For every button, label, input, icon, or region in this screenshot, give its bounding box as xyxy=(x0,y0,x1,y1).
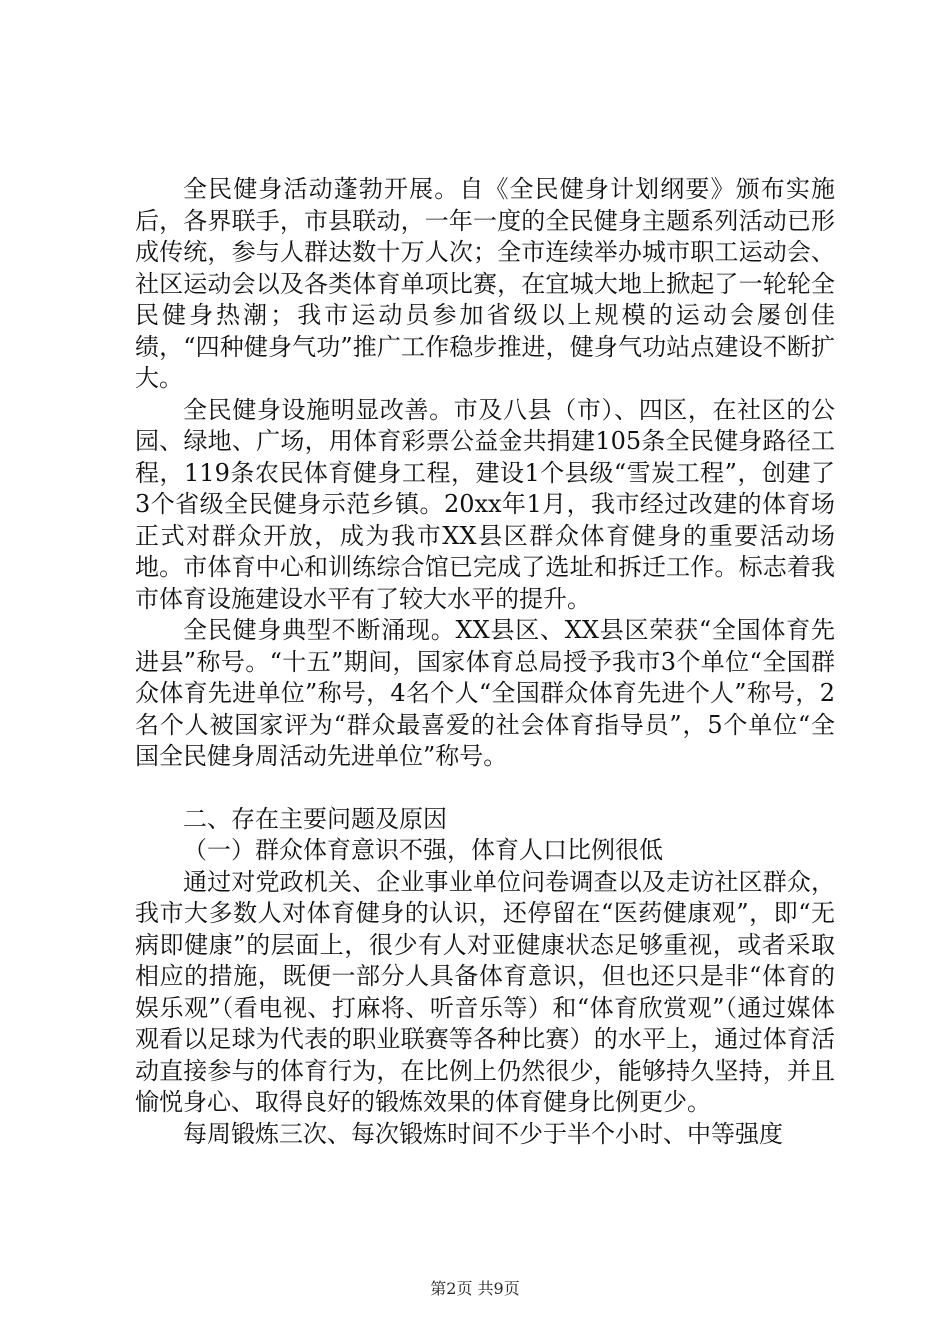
paragraph-fitness-facilities: 全民健身设施明显改善。市及八县（市）、四区，在社区的公园、绿地、广场，用体育彩票公益金共捐建105条全民健身路径工程，119条农民体育健身工程，建设1个县级“雪炭工程”，创建了3个省级全民健身示范乡镇。20xx年1月，我市经过改建的体育场正式对群众开放，成为我市XX县区群众体育健身的重要活动场地。市体育中心和训练综合馆已完成了选址和拆迁工作。标志着我市体育设施建设水平有了较大水平的提升。 xyxy=(135,395,835,613)
paragraph-fitness-activities: 全民健身活动蓬勃开展。自《全民健身计划纲要》颁布实施后，各界联手，市县联动，一年一度的全民健身主题系列活动已形成传统，参与人群达数十万人次；全市连续举办城市职工运动会、社区运动会以及各类体育单项比赛，在宜城大地上掀起了一轮轮全民健身热潮；我市运动员参加省级以上规模的运动会屡创佳绩，“四种健身气功”推广工作稳步推进，健身气功站点建设不断扩大。 xyxy=(135,175,835,392)
page-footer: 第2页 共9页 xyxy=(430,1279,520,1298)
paragraph-fitness-models: 全民健身典型不断涌现。XX县区、XX县区荣获“全国体育先进县”称号。“十五”期间，国家体育总局授予我市3个单位“全国群众体育先进单位”称号，4名个人“全国群众体育先进个人”称号，2名个人被国家评为“群众最喜爱的社会体育指导员”，5个单位“全国全民健身周活动先进单位”称号。 xyxy=(135,616,835,770)
section-heading: 二、存在主要问题及原因 xyxy=(183,804,447,833)
subsection-heading: （一）群众体育意识不强，体育人口比例很低 xyxy=(183,836,663,864)
paragraph-survey-findings: 通过对党政机关、企业事业单位问卷调查以及走访社区群众，我市大多数人对体育健身的认识，还停留在“医药健康观”，即“无病即健康”的层面上，很少有人对亚健康状态足够重视，或者采取相应的措施，既便一部分人具备体育意识，但也还只是非“体育的娱乐观”（看电视、打麻将、听音乐等）和“体育欣赏观”（通过媒体观看以足球为代表的职业联赛等各种比赛）的水平上，通过体育活动直接参与的体育行为，在比例上仍然很少，能够持久坚持，并且愉悦身心、取得良好的锻炼效果的体育健身比例更少。 xyxy=(135,867,835,1116)
paragraph-exercise-frequency: 每周锻炼三次、每次锻炼时间不少于半个小时、中等强度 xyxy=(183,1119,783,1148)
paragraph-spacer xyxy=(135,773,835,804)
document-body xyxy=(135,174,835,1150)
